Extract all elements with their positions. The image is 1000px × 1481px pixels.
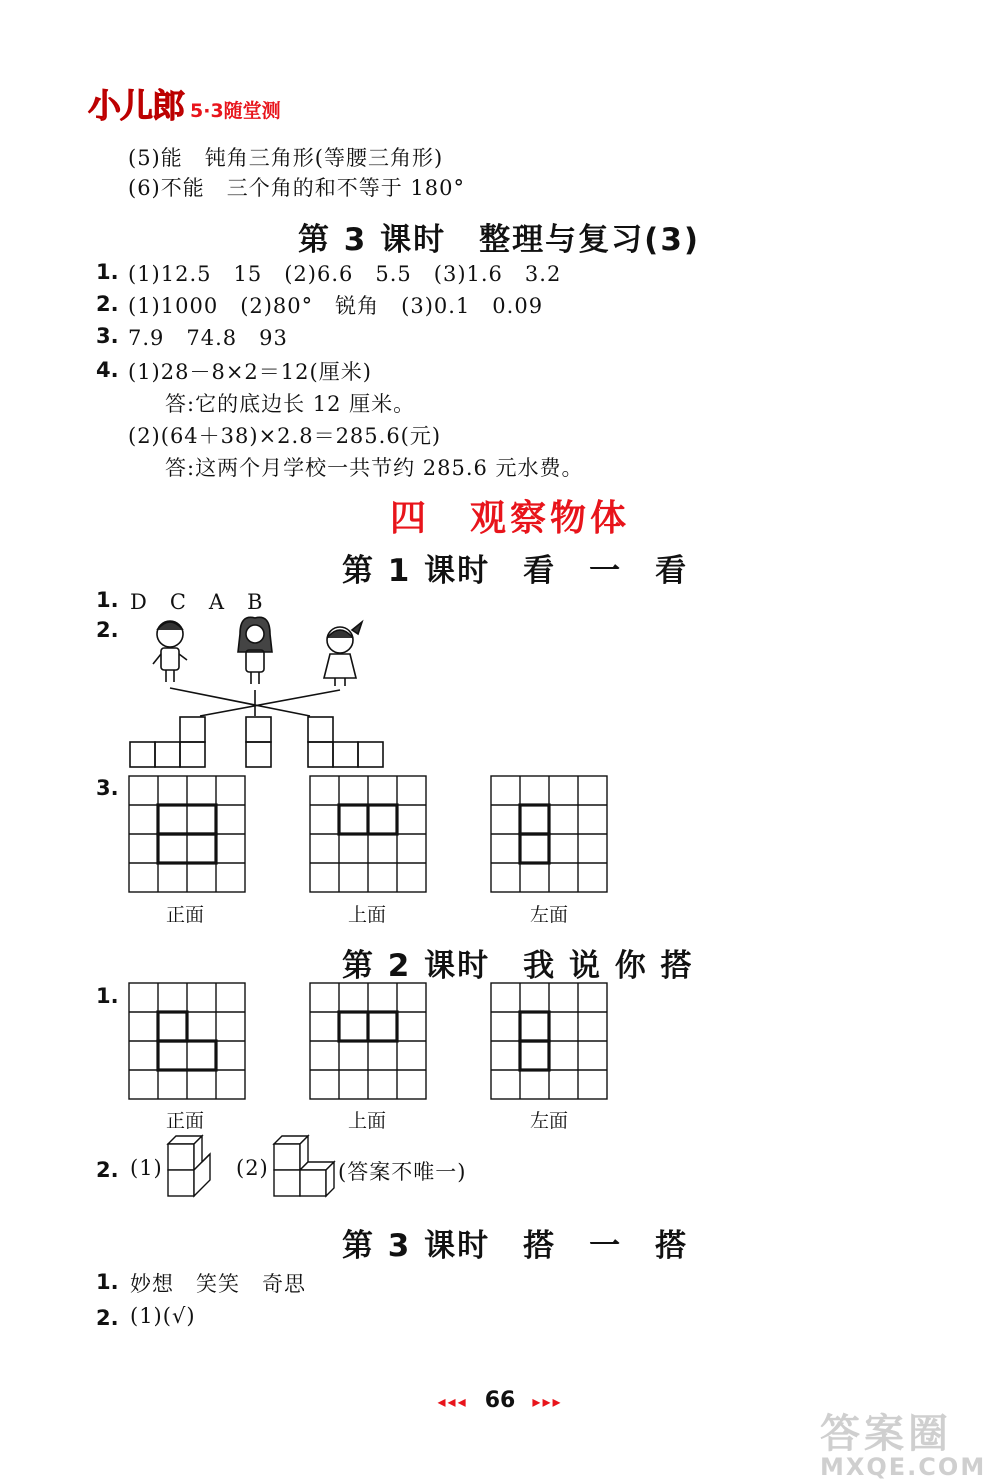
answer-text: 7.9 74.8 93 xyxy=(128,326,288,350)
question-number: 2. xyxy=(96,618,119,642)
watermark xyxy=(820,1402,986,1481)
children-blocks-figure xyxy=(120,612,400,772)
grid-label-top: 上面 xyxy=(348,1110,387,1132)
answer-text: (1)(√) xyxy=(130,1304,196,1328)
page-number: 66 xyxy=(484,1388,516,1413)
question-number: 1. xyxy=(96,588,119,612)
answer-line-6: (6)不能 三个角的和不等于 180° xyxy=(128,176,466,200)
question-number: 2. xyxy=(96,292,119,316)
right-arrows-icon: ▸▸▸ xyxy=(532,1392,563,1411)
watermark-text: 答案圈 xyxy=(820,1411,952,1457)
grid-label-front: 正面 xyxy=(166,904,205,926)
view-grid-front xyxy=(128,982,248,1102)
publisher-logo xyxy=(88,80,281,127)
child-illustration xyxy=(238,617,272,684)
logo-title: 小儿郎 xyxy=(88,86,184,125)
section-title-lesson2: 第 2 课时 我 说 你 搭 xyxy=(342,948,694,984)
view-grid-left xyxy=(490,775,610,895)
sub-question-1: (1) xyxy=(130,1156,163,1180)
view-grid-top xyxy=(309,775,429,895)
question-number: 2. xyxy=(96,1158,119,1182)
child-illustration xyxy=(324,622,362,686)
sub-question-2: (2) xyxy=(236,1156,269,1180)
answer-text: (2)(64＋38)×2.8＝285.6(元) xyxy=(128,424,442,448)
question-number: 3. xyxy=(96,776,119,800)
answer-text: 妙想 笑笑 奇思 xyxy=(130,1272,306,1296)
section-title-lesson3: 第 3 课时 搭 一 搭 xyxy=(342,1228,689,1264)
grid-label-top: 上面 xyxy=(348,904,387,926)
view-grid-front xyxy=(128,775,248,895)
grid-label-left: 左面 xyxy=(530,1110,569,1132)
question-number: 2. xyxy=(96,1306,119,1330)
section-title-lesson1: 第 1 课时 看 一 看 xyxy=(342,553,689,589)
child-illustration xyxy=(153,621,187,682)
left-arrows-icon: ◂◂◂ xyxy=(437,1392,468,1411)
note-text: (答案不唯一) xyxy=(338,1160,467,1184)
question-number: 1. xyxy=(96,260,119,284)
section-title-review: 第 3 课时 整理与复习(3) xyxy=(298,222,701,258)
question-number: 4. xyxy=(96,358,119,382)
answer-statement-2: 答:这两个月学校一共节约 285.6 元水费。 xyxy=(165,456,584,480)
grid-label-front: 正面 xyxy=(166,1110,205,1132)
grid-label-left: 左面 xyxy=(530,904,569,926)
view-grid-left xyxy=(490,982,610,1102)
question-number: 3. xyxy=(96,324,119,348)
watermark-url: MXQE.COM xyxy=(820,1453,987,1481)
answer-text: D C A B xyxy=(130,590,264,614)
question-number: 1. xyxy=(96,984,119,1008)
answer-line-5: (5)能 钝角三角形(等腰三角形) xyxy=(128,146,444,170)
view-grid-top xyxy=(309,982,429,1102)
answer-text: (1)12.5 15 (2)6.6 5.5 (3)1.6 3.2 xyxy=(128,262,562,286)
chapter-title: 四 观察物体 xyxy=(390,498,631,539)
answer-text: (1)28－8×2＝12(厘米) xyxy=(128,360,372,384)
logo-subtitle: 5·3随堂测 xyxy=(190,100,281,122)
cube-stack-figure xyxy=(268,1134,340,1198)
cube-stack-figure xyxy=(162,1134,217,1198)
answer-statement-1: 答:它的底边长 12 厘米。 xyxy=(165,392,416,416)
answer-text: (1)1000 (2)80° 锐角 (3)0.1 0.09 xyxy=(128,294,544,318)
question-number: 1. xyxy=(96,1270,119,1294)
